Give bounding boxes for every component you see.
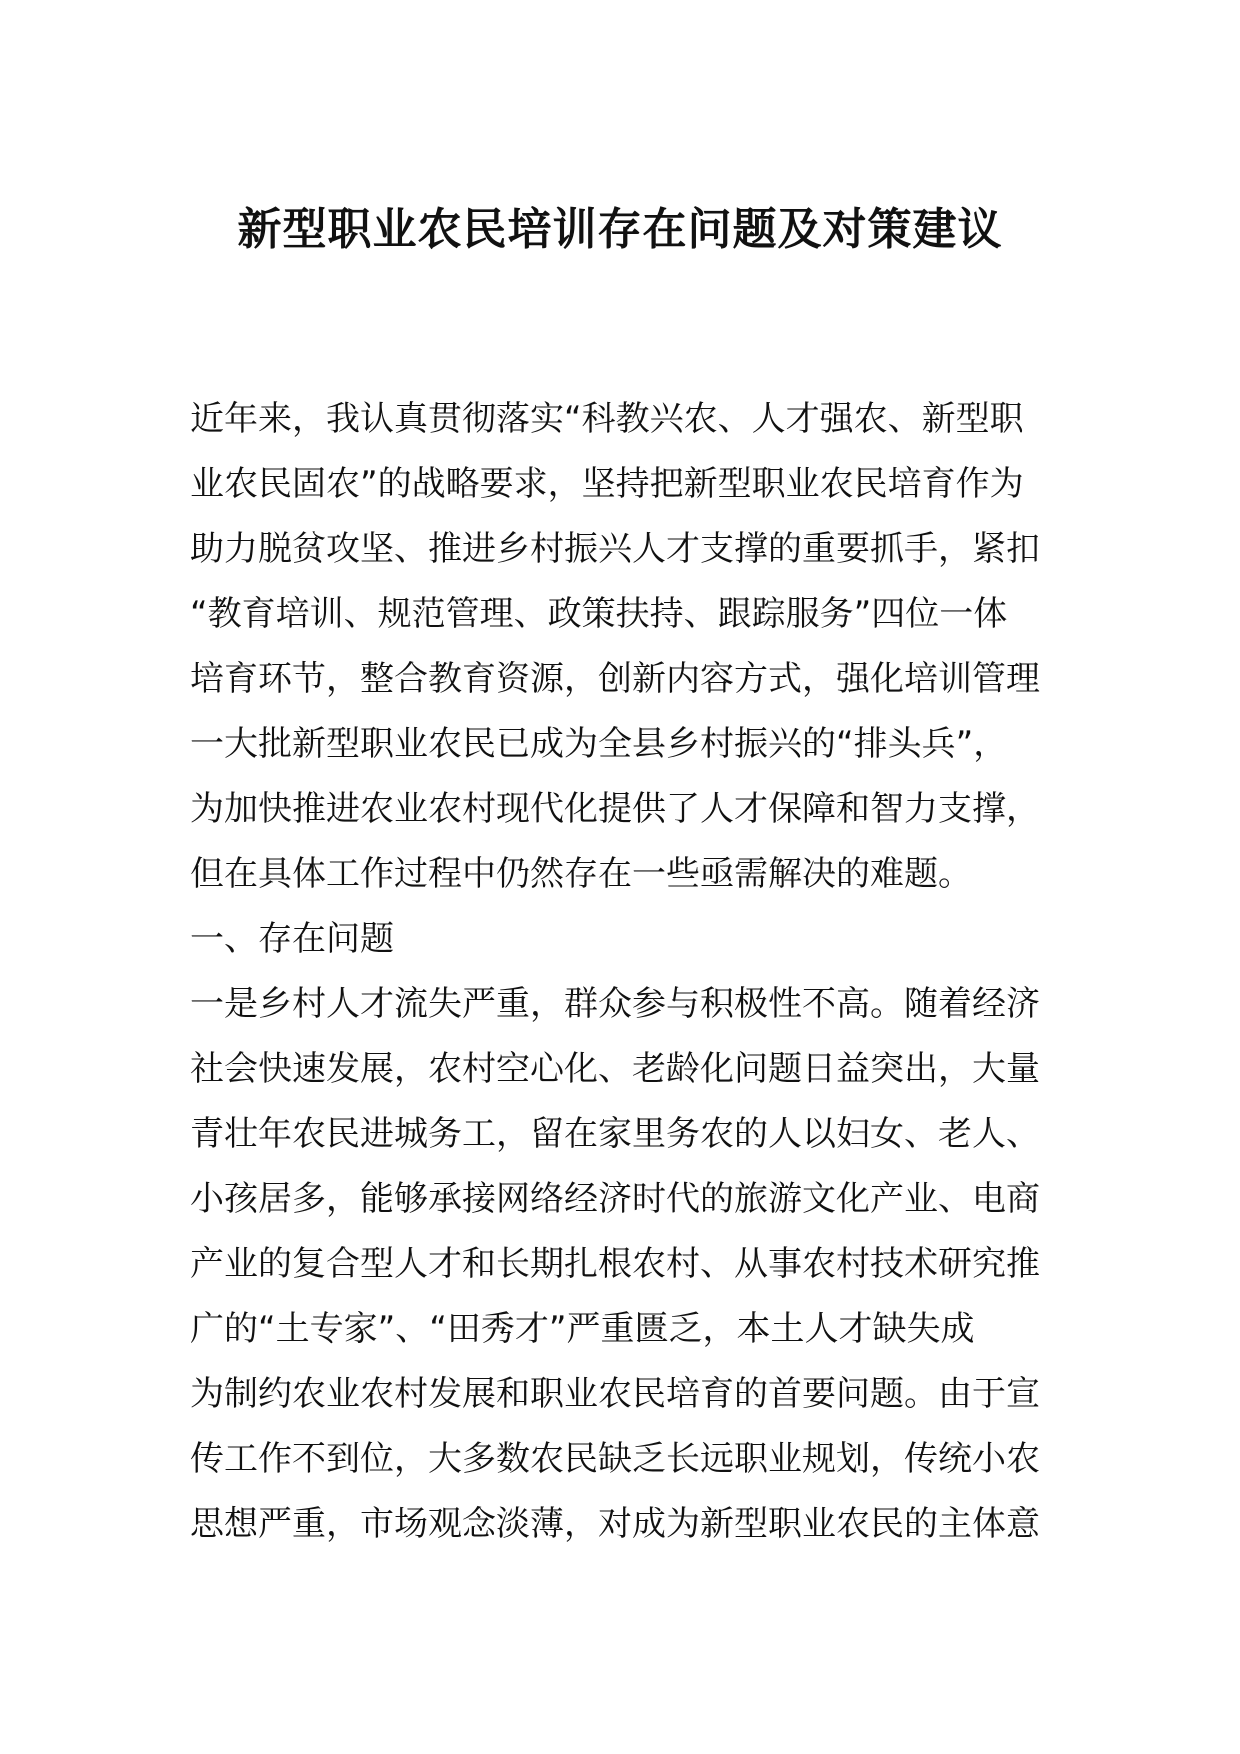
body-line: 小孩居多，能够承接网络经济时代的旅游文化产业、电商 [190, 1179, 1040, 1219]
body-line: 但在具体工作过程中仍然存在一些亟需解决的难题。 [190, 854, 972, 894]
body-line: “教育培训、规范管理、政策扶持、跟踪服务”四位一体 [190, 594, 1008, 634]
body-line: 青壮年农民进城务工，留在家里务农的人以妇女、老人、 [190, 1114, 1040, 1154]
body-line: 为制约农业农村发展和职业农民培育的首要问题。由于宣 [190, 1374, 1040, 1414]
body-line: 为加快推进农业农村现代化提供了人才保障和智力支撑， [190, 789, 1040, 829]
body-line: 培育环节，整合教育资源，创新内容方式，强化培训管理 [190, 659, 1040, 699]
body-line: 业农民固农”的战略要求，坚持把新型职业农民培育作为 [190, 464, 1024, 504]
document-body [190, 387, 1070, 1557]
body-line: 广的“土专家”、“田秀才”严重匮乏，本土人才缺失成 [190, 1309, 975, 1349]
body-line: 一大批新型职业农民已成为全县乡村振兴的“排头兵”， [190, 724, 1008, 764]
body-line: 思想严重，市场观念淡薄，对成为新型职业农民的主体意 [190, 1504, 1040, 1544]
body-line: 产业的复合型人才和长期扎根农村、从事农村技术研究推 [190, 1244, 1040, 1284]
body-line: 传工作不到位，大多数农民缺乏长远职业规划，传统小农 [190, 1439, 1040, 1479]
section-heading: 一、存在问题 [190, 919, 394, 959]
body-line: 近年来，我认真贯彻落实“科教兴农、人才强农、新型职 [190, 399, 1024, 439]
body-line: 助力脱贫攻坚、推进乡村振兴人才支撑的重要抓手，紧扣 [190, 529, 1040, 569]
document-title: 新型职业农民培训存在问题及对策建议 [237, 204, 1003, 255]
body-line: 社会快速发展，农村空心化、老龄化问题日益突出，大量 [190, 1049, 1040, 1089]
body-line: 一是乡村人才流失严重，群众参与积极性不高。随着经济 [190, 984, 1040, 1024]
